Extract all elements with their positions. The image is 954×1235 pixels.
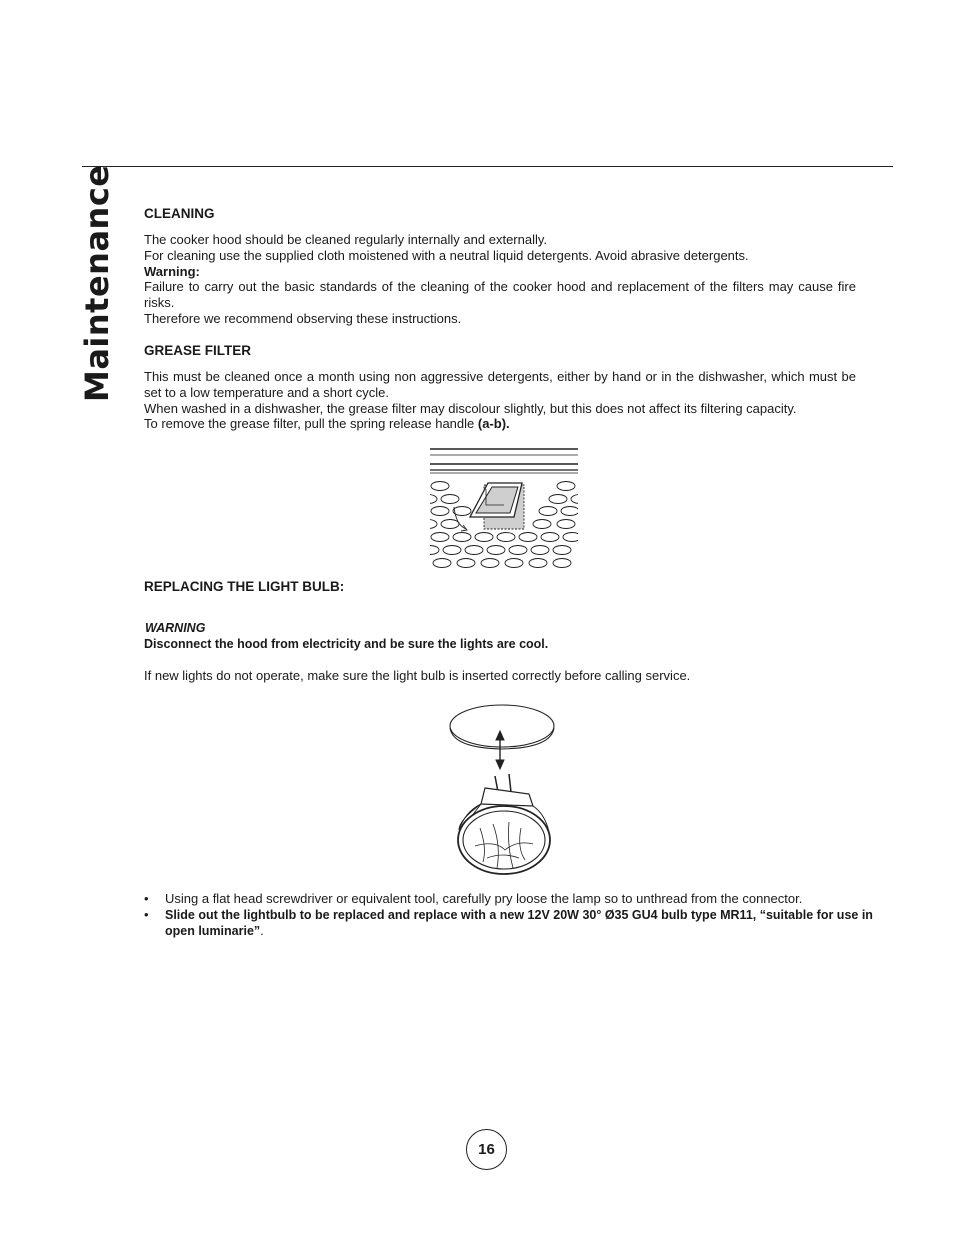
grease-line-2: When washed in a dishwasher, the grease filter may discolour slightly, but this does not affect its filtering capacity.	[144, 400, 797, 416]
grease-line-3-ref: (a-b).	[477, 416, 510, 432]
grease-filter-illustration	[430, 445, 578, 571]
cleaning-line-4: Therefore we recommend observing these instructions.	[144, 310, 462, 326]
cleaning-line-1: The cooker hood should be cleaned regularly internally and externally.	[144, 232, 548, 247]
bullet-2-text: Slide out the lightbulb to be replaced and replace with a new 12V 20W 30° Ø35 GU4 bulb type MR11, “suitable for use in open luminarie”	[165, 907, 873, 938]
bullet-1-text: Using a flat head screwdriver or equivalent tool, carefully pry loose the lamp so to unthread from the connector.	[165, 891, 803, 906]
instruction-list	[144, 891, 874, 940]
light-bulb-heading: REPLACING THE LIGHT BULB:	[144, 579, 345, 594]
grease-line-3	[144, 416, 856, 432]
light-warning-text: Disconnect the hood from electricity and be sure the lights are cool.	[144, 637, 549, 651]
cleaning-line-2: For cleaning use the supplied cloth moistened with a neutral liquid detergents. Avoid abrasive detergents.	[144, 247, 749, 263]
cleaning-line-3: Failure to carry out the basic standards of the cleaning of the cooker hood and replacement of the filters may cause fire risks.	[144, 279, 856, 311]
cleaning-warning-label: Warning:	[144, 263, 200, 279]
grease-line-3-text: To remove the grease filter, pull the spring release handle	[144, 416, 475, 432]
cleaning-text	[144, 232, 856, 327]
bullet-symbol: •	[144, 906, 149, 922]
page-number: 16	[466, 1129, 507, 1170]
bullet-symbol: •	[144, 891, 149, 906]
light-note: If new lights do not operate, make sure the light bulb is inserted correctly before calling service.	[144, 668, 691, 683]
header-rule	[82, 166, 893, 167]
cleaning-heading: CLEANING	[144, 206, 215, 221]
list-item	[144, 907, 874, 940]
light-bulb-illustration	[445, 700, 560, 878]
list-item	[144, 891, 874, 907]
grease-filter-heading: GREASE FILTER	[144, 343, 252, 358]
section-title: Maintenance	[78, 164, 116, 402]
light-warning-label: WARNING	[145, 621, 206, 635]
grease-filter-text	[144, 369, 856, 432]
grease-line-1: This must be cleaned once a month using non aggressive detergents, either by hand or in the dishwasher, which must be set to a low temperature and a short cycle.	[144, 369, 856, 400]
bullet-2-end: .	[260, 923, 264, 938]
